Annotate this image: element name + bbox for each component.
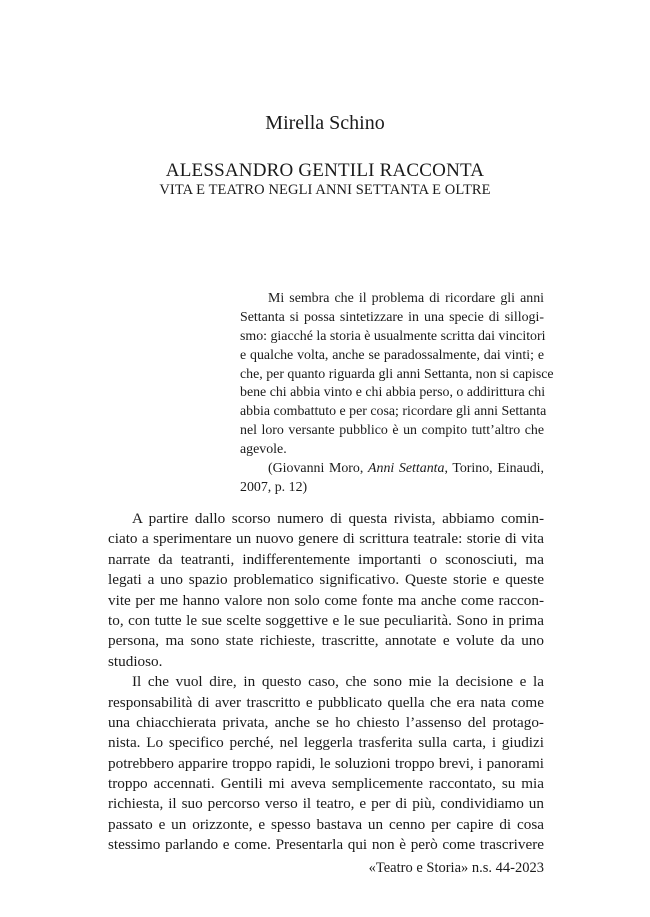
body-line: persona, ma sono state richieste, trascritte, annotate e volute da uno [108,632,544,650]
body-line: to, con tutte le sue scelte soggettive e le sue peculiarità. Sono in prima [108,611,544,629]
body-line: stessimo parlando e come. Presentarla qui non è però come trascrivere [108,836,544,854]
body-line: narrate da teatranti, indifferentemente importanti o sconosciuti, ma [108,550,544,568]
epigraph-line: Settanta si possa sintetizzare in una specie di sillogi- [240,309,544,325]
epigraph-citation [240,460,544,479]
body-line: studioso. [108,652,163,670]
epigraph-line: agevole. [240,442,287,458]
article-body [108,509,544,856]
author-name: Mirella Schino [265,112,385,134]
citation-author: (Giovanni Moro, [268,461,364,477]
citation-book-title: Anni Settanta [368,461,445,477]
body-line: legati a uno spazio problematico significativo. Queste storie e queste [108,571,544,589]
epigraph-line: che, per quanto riguarda gli anni Settanta, non si capisce [240,366,554,382]
article-subtitle: VITA E TEATRO NEGLI ANNI SETTANTA E OLTRE [159,182,491,198]
journal-footer: «Teatro e Storia» n.s. 44-2023 [368,860,544,876]
body-line: potrebbero apparire troppo rapidi, le soluzioni troppo brevi, i panorami [108,754,544,772]
body-line: troppo accennati. Gentili mi aveva semplicemente raccontato, su mia [108,775,544,793]
epigraph-line: bene chi abbia vinto e chi abbia perso, o addirittura chi [240,385,546,401]
article-title: ALESSANDRO GENTILI RACCONTA [165,160,485,181]
epigraph [240,290,554,498]
epigraph-citation-year: 2007, p. 12) [240,479,308,495]
body-line: vite per me hanno valore non solo come fonte ma anche come raccon- [108,591,544,609]
body-line: Il che vuol dire, in questo caso, che sono mie la decisione e la [132,673,544,691]
body-line: A partire dallo scorso numero di questa rivista, abbiamo comin- [132,510,544,527]
body-line: richiesta, il suo percorso verso il teatro, e per di più, condividiamo un [108,795,544,813]
body-line: ciato a sperimentare un nuovo genere di scrittura teatrale: storie di vita [108,530,544,548]
body-line: nista. Lo specifico perché, nel leggerla trasferita sulla carta, i giudizi [108,734,544,752]
epigraph-line: Mi sembra che il problema di ricordare gli anni [268,291,544,306]
body-line: responsabilità di aver trascritto e pubblicato quella che era nata come [108,693,544,711]
epigraph-line: abbia combattuto e per cosa; ricordare gli anni Settanta [240,404,547,420]
epigraph-line: smo: giacché la storia è usualmente scritta dai vincitori [240,328,546,344]
body-line: passato e un orizzonte, e spesso bastava un cenno per capire di cosa [108,815,544,833]
epigraph-line: nel loro versante pubblico è un compito tutt’altro che [240,423,544,439]
epigraph-line: e qualche volta, anche se paradossalmente, dai vinti; e [240,347,544,363]
body-line: una chiacchierata privata, anche se ho chiesto l’assenso del protago- [108,713,544,731]
citation-publisher: , Torino, Einaudi, [444,461,544,477]
